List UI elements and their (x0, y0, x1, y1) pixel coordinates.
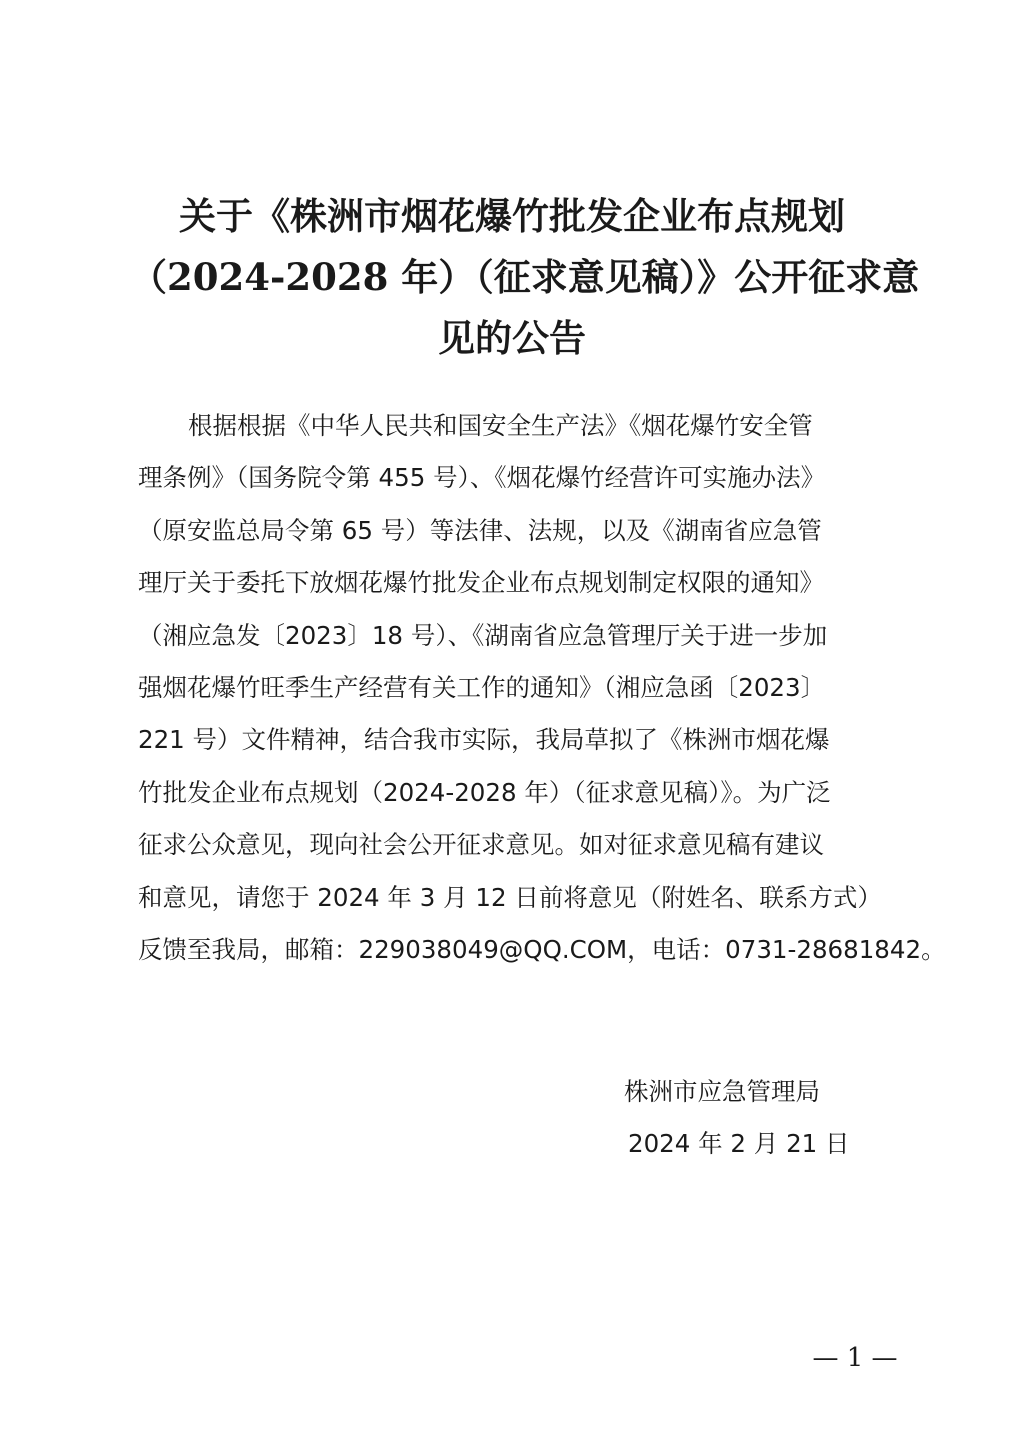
body-line: 竹批发企业布点规划（2024-2028 年）（征求意见稿）》。为广泛 (138, 777, 831, 807)
signature-block (580, 1066, 880, 1170)
title-line: 关于《株洲市烟花爆竹批发企业布点规划 (179, 194, 845, 238)
document-title (130, 186, 920, 369)
title-line: （2024-2028 年）（征求意见稿）》公开征求意 (130, 255, 920, 299)
notice-body (138, 400, 946, 976)
body-line: （湘应急发〔2023〕18 号）、《湖南省应急管理厅关于进一步加 (138, 620, 828, 650)
body-line: 理厅关于委托下放烟花爆竹批发企业布点规划制定权限的通知》 (138, 568, 824, 598)
body-line: 征求公众意见，现向社会公开征求意见。如对征求意见稿有建议 (138, 830, 824, 860)
page-number: — 1 — (812, 1343, 898, 1373)
title-line: 见的公告 (438, 316, 586, 360)
body-line: 和意见，请您于 2024 年 3 月 12 日前将意见（附姓名、联系方式） (138, 882, 882, 912)
issue-date: 2024 年 2 月 21 日 (628, 1129, 850, 1158)
body-line: 反馈至我局，邮箱：229038049@QQ.COM，电话：0731-28681842。 (138, 935, 946, 965)
body-line: 221 号）文件精神，结合我市实际，我局草拟了《株洲市烟花爆 (138, 725, 830, 755)
issuing-organization: 株洲市应急管理局 (624, 1077, 820, 1106)
body-line: （原安监总局令第 65 号）等法律、法规，以及《湖南省应急管 (138, 515, 822, 545)
body-line: 根据根据《中华人民共和国安全生产法》《烟花爆竹安全管 (188, 411, 813, 440)
body-line: 强烟花爆竹旺季生产经营有关工作的通知》（湘应急函〔2023〕 (138, 673, 826, 703)
body-line: 理条例》（国务院令第 455 号）、《烟花爆竹经营许可实施办法》 (138, 463, 826, 493)
